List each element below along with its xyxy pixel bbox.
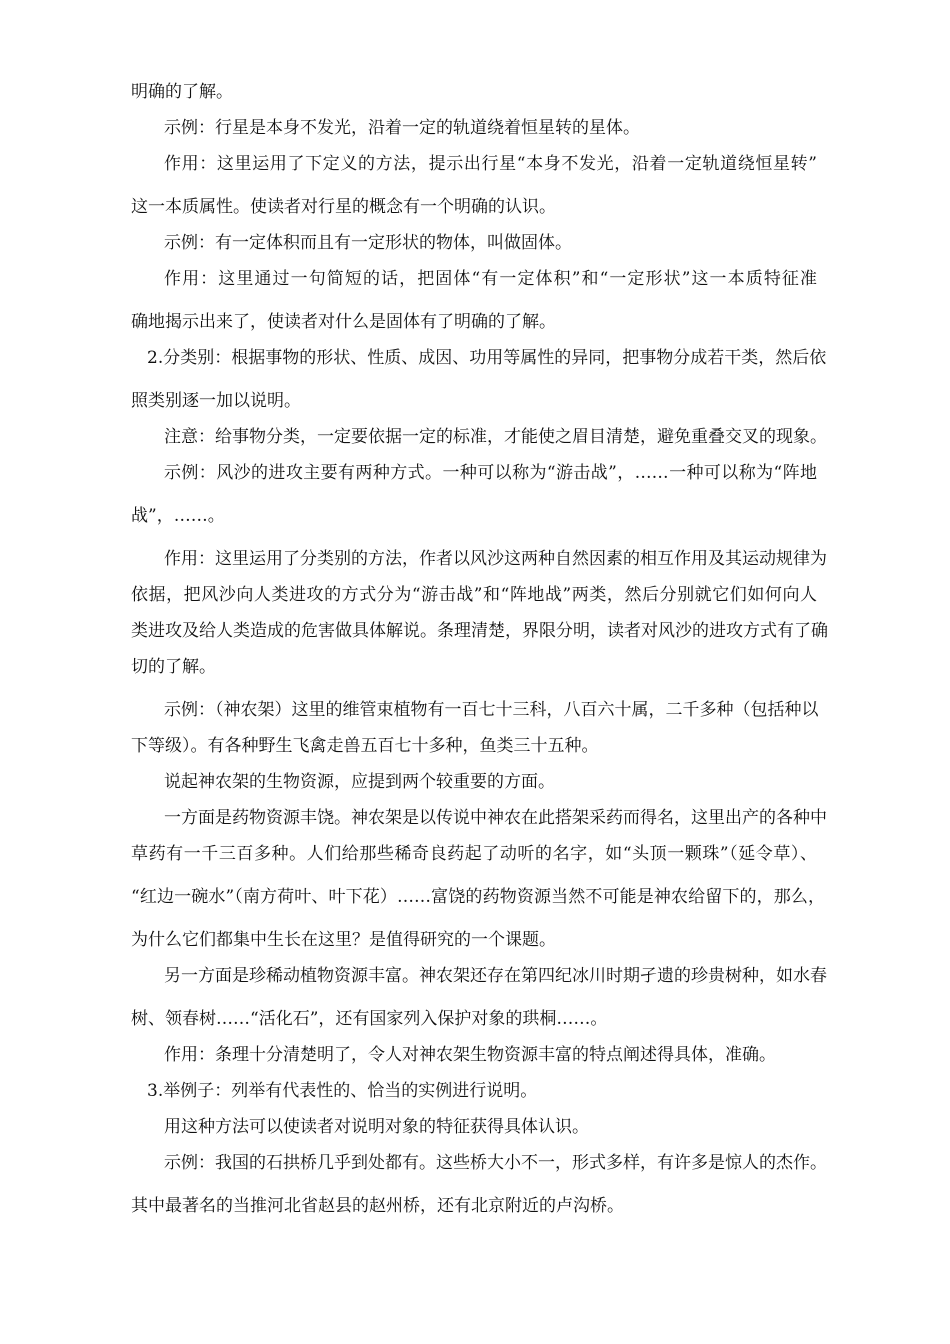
- text-line: 示例：行星是本身不发光，沿着一定的轨道绕着恒星转的星体。: [164, 118, 640, 138]
- text-line: 这一本质属性。使读者对行星的概念有一个明确的认识。: [131, 197, 556, 217]
- text-line: 类进攻及给人类造成的危害做具体解说。条理清楚，界限分明，读者对风沙的进攻方式有了确: [131, 621, 828, 641]
- text-line: 确地揭示出来了，使读者对什么是固体有了明确的了解。: [131, 312, 556, 332]
- text-line: 照类别逐一加以说明。: [131, 391, 301, 411]
- text-line: 作用：这里运用了下定义的方法，提示出行星“本身不发光，沿着一定轨道绕恒星转”: [164, 154, 817, 174]
- text-line: 示例：有一定体积而且有一定形状的物体，叫做固体。: [164, 233, 572, 253]
- text-line: 作用：这里通过一句简短的话，把固体“有一定体积”和“一定形状”这一本质特征准: [164, 269, 817, 289]
- text-line: 明确的了解。: [131, 82, 233, 102]
- text-line: 一方面是药物资源丰饶。神农架是以传说中神农在此搭架采药而得名，这里出产的各种中: [164, 808, 827, 828]
- text-line: 树、领春树……“活化石”，还有国家列入保护对象的珙桐……。: [131, 1009, 608, 1029]
- text-line: 下等级）。有各种野生飞禽走兽五百七十多种，鱼类三十五种。: [131, 736, 599, 756]
- text-line: 切的了解。: [131, 657, 216, 677]
- text-line: 作用：这里运用了分类别的方法，作者以风沙这两种自然因素的相互作用及其运动规律为: [164, 549, 827, 569]
- text-line: 其中最著名的当推河北省赵县的赵州桥，还有北京附近的卢沟桥。: [131, 1196, 624, 1216]
- text-line: 依据，把风沙向人类进攻的方式分为“游击战”和“阵地战”两类，然后分别就它们如何向人: [131, 585, 817, 605]
- text-line: 示例：我国的石拱桥几乎到处都有。这些桥大小不一，形式多样，有许多是惊人的杰作。: [164, 1153, 827, 1173]
- text-line: 注意：给事物分类，一定要依据一定的标准，才能使之眉目清楚，避免重叠交叉的现象。: [164, 427, 827, 447]
- text-line: 示例：风沙的进攻主要有两种方式。一种可以称为“游击战”，……一种可以称为“阵地: [164, 463, 817, 483]
- text-line: 2.分类别：根据事物的形状、性质、成因、功用等属性的异同，把事物分成若干类，然后依: [147, 348, 827, 368]
- text-line: “红边一碗水”（南方荷叶、叶下花）……富饶的药物资源当然不可能是神农给留下的，那么，: [131, 887, 825, 907]
- text-line: 说起神农架的生物资源，应提到两个较重要的方面。: [164, 772, 555, 792]
- text-line: 用这种方法可以使读者对说明对象的特征获得具体认识。: [164, 1117, 589, 1137]
- text-line: 3.举例子：列举有代表性的、恰当的实例进行说明。: [147, 1081, 538, 1101]
- text-line: 草药有一千三百多种。人们给那些稀奇良药起了动听的名字，如“头顶一颗珠”（延令草）、: [131, 844, 817, 864]
- text-line: 示例：（神农架）这里的维管束植物有一百七十三科，八百六十属，二千多种（包括种以: [164, 700, 819, 720]
- text-line: 为什么它们都集中生长在这里？是值得研究的一个课题。: [131, 930, 556, 950]
- text-line: 作用：条理十分清楚明了，令人对神农架生物资源丰富的特点阐述得具体，准确。: [164, 1045, 776, 1065]
- text-line: 另一方面是珍稀动植物资源丰富。神农架还存在第四纪冰川时期孑遗的珍贵树种，如水春: [164, 966, 827, 986]
- text-line: 战”，……。: [131, 506, 225, 526]
